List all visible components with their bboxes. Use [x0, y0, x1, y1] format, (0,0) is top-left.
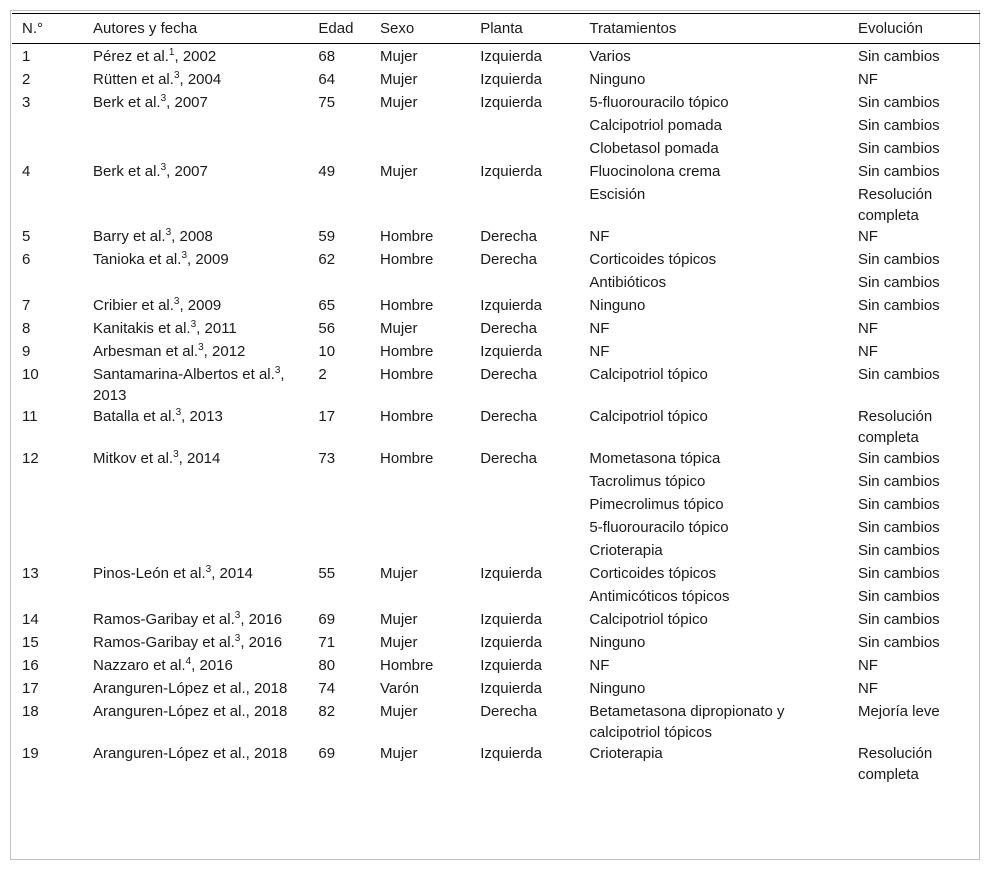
case-authors [83, 249, 308, 272]
reference-number: 3 [175, 407, 182, 418]
header-age: Edad [308, 14, 370, 44]
case-sex [370, 517, 470, 540]
case-authors [83, 341, 308, 364]
case-sex: Hombre [380, 366, 434, 383]
case-evolution: Resolución completa [857, 408, 933, 446]
header-number: N.° [12, 14, 83, 44]
case-age: 65 [318, 297, 336, 314]
case-foot: Izquierda [480, 565, 542, 582]
publication-year: , 2004 [179, 71, 222, 88]
case-foot [470, 138, 579, 161]
case-age [308, 540, 370, 563]
header-foot: Planta [470, 14, 579, 44]
table-row [12, 586, 980, 609]
publication-year: , 2007 [166, 94, 208, 111]
case-evolution: Sin cambios [857, 450, 940, 467]
reference-number: 3 [234, 633, 241, 644]
case-age: 17 [318, 408, 336, 425]
case-evolution: Sin cambios [857, 117, 940, 134]
case-number [12, 272, 83, 295]
case-authors [83, 517, 308, 540]
case-foot [470, 272, 579, 295]
reference-number: 3 [190, 319, 197, 330]
case-evolution: Sin cambios [857, 274, 940, 291]
case-authors [83, 161, 308, 184]
case-age: 55 [318, 565, 336, 582]
case-authors [83, 609, 308, 632]
table-row [12, 701, 980, 743]
table-row [12, 448, 980, 471]
publication-year: , 2013 [181, 408, 223, 425]
case-number: 17 [22, 680, 39, 697]
case-age [308, 517, 370, 540]
reference-number: 3 [205, 564, 212, 575]
table-row [12, 341, 980, 364]
case-number: 11 [22, 408, 38, 425]
reference-number: 3 [173, 449, 179, 460]
case-evolution: Mejoría leve [857, 703, 940, 720]
reference-number: 3 [160, 93, 167, 104]
case-treatment: Varios [589, 48, 631, 65]
table-row [12, 249, 980, 272]
case-sex: Mujer [380, 71, 418, 88]
case-number: 2 [22, 71, 31, 88]
table-row [12, 364, 980, 406]
case-evolution: Resolución completa [857, 186, 933, 224]
case-authors [83, 406, 308, 448]
case-authors [83, 563, 308, 586]
table-row [12, 318, 980, 341]
case-treatment: Ninguno [589, 297, 646, 314]
case-age: 80 [318, 657, 336, 674]
case-foot: Derecha [480, 366, 537, 383]
case-sex: Hombre [380, 251, 434, 268]
author-name: Berk et al. [93, 163, 161, 180]
case-age: 74 [318, 680, 336, 697]
table-row [12, 92, 980, 115]
case-evolution: Sin cambios [857, 496, 940, 513]
case-age [308, 494, 370, 517]
case-foot: Izquierda [480, 634, 542, 651]
case-number: 6 [22, 251, 31, 268]
case-number: 18 [22, 703, 39, 720]
author-name: Tanioka et al. [93, 251, 182, 268]
case-authors [83, 115, 308, 138]
author-name: Berk et al. [93, 94, 161, 111]
reference-number: 3 [173, 296, 180, 307]
case-evolution: Sin cambios [857, 588, 940, 605]
case-foot: Derecha [480, 703, 537, 720]
case-treatment: Crioterapia [589, 745, 663, 762]
case-treatment: Crioterapia [589, 542, 663, 559]
case-foot: Izquierda [480, 680, 542, 697]
reference-number: 1 [168, 47, 175, 58]
case-number: 1 [22, 48, 31, 65]
case-foot: Izquierda [480, 745, 542, 762]
publication-year: , 2016 [191, 657, 233, 674]
case-authors [83, 655, 308, 678]
case-sex: Hombre [380, 657, 434, 674]
case-foot: Izquierda [480, 163, 542, 180]
case-number: 10 [22, 366, 39, 383]
case-evolution: Sin cambios [857, 519, 940, 536]
case-authors [83, 184, 308, 226]
case-evolution: NF [857, 343, 878, 360]
case-sex: Mujer [380, 163, 418, 180]
table-row [12, 44, 980, 70]
case-treatment: Calcipotriol tópico [589, 366, 708, 383]
case-authors [83, 226, 308, 249]
case-treatment: Pimecrolimus tópico [589, 496, 724, 513]
table-row [12, 655, 980, 678]
case-sex [370, 540, 470, 563]
reference-number: 3 [181, 250, 187, 261]
case-foot: Izquierda [480, 71, 542, 88]
case-sex [370, 184, 470, 226]
case-table [12, 13, 980, 785]
table-row [12, 609, 980, 632]
author-name: Nazzaro et al. [93, 657, 186, 674]
case-sex: Hombre [380, 408, 434, 425]
reference-number: 3 [234, 610, 241, 621]
case-age: 62 [318, 251, 336, 268]
table-row [12, 272, 980, 295]
case-age [308, 471, 370, 494]
case-foot [470, 115, 579, 138]
case-authors [83, 586, 308, 609]
header-treatments: Tratamientos [579, 14, 848, 44]
case-age: 10 [318, 343, 336, 360]
case-number: 13 [22, 565, 39, 582]
case-foot: Derecha [480, 251, 537, 268]
case-sex: Varón [380, 680, 419, 697]
case-evolution: NF [857, 228, 878, 245]
case-authors [83, 678, 308, 701]
publication-year: , 2009 [187, 251, 229, 268]
case-treatment: Calcipotriol tópico [589, 611, 708, 628]
case-number [12, 138, 83, 161]
case-age: 68 [318, 48, 336, 65]
case-evolution: Sin cambios [857, 634, 940, 651]
table-row [12, 406, 980, 448]
case-authors [83, 471, 308, 494]
case-sex [370, 471, 470, 494]
case-authors [83, 92, 308, 115]
publication-year: , 2008 [171, 228, 213, 245]
publication-year: , 2011 [196, 320, 237, 337]
case-age [308, 138, 370, 161]
case-evolution: Sin cambios [857, 473, 940, 490]
case-authors [83, 138, 308, 161]
case-evolution: Sin cambios [857, 565, 940, 582]
case-authors [83, 701, 308, 743]
table-row [12, 295, 980, 318]
case-number [12, 471, 83, 494]
table-row [12, 632, 980, 655]
case-age: 71 [318, 634, 336, 651]
case-sex: Mujer [380, 611, 418, 628]
case-age: 49 [318, 163, 336, 180]
case-treatment: NF [589, 343, 610, 360]
case-treatment: 5-fluorouracilo tópico [589, 519, 729, 536]
case-treatment: Corticoides tópicos [589, 565, 717, 582]
table-body [12, 44, 980, 786]
case-sex: Mujer [380, 320, 418, 337]
case-treatment: Fluocinolona crema [589, 163, 721, 180]
case-evolution: Sin cambios [857, 611, 940, 628]
case-number [12, 494, 83, 517]
case-sex: Hombre [380, 228, 434, 245]
case-treatment: Calcipotriol pomada [589, 117, 722, 134]
case-evolution: Sin cambios [857, 94, 940, 111]
author-name: Pinos-León et al. [93, 565, 206, 582]
header-sex: Sexo [370, 14, 470, 44]
table-row [12, 115, 980, 138]
case-sex: Mujer [380, 745, 418, 762]
case-authors [83, 364, 308, 406]
reference-number: 3 [173, 70, 180, 81]
publication-year: , 2016 [240, 611, 283, 628]
case-sex [370, 586, 470, 609]
author-name: Rütten et al. [93, 71, 174, 88]
case-treatment: NF [589, 320, 610, 337]
case-number [12, 540, 83, 563]
case-authors [83, 494, 308, 517]
author-name: Aranguren-López et al., 2018 [93, 745, 288, 762]
reference-number: 3 [274, 365, 281, 376]
case-number: 4 [22, 163, 31, 180]
case-number: 7 [22, 297, 31, 314]
case-authors [83, 69, 308, 92]
case-foot [470, 517, 579, 540]
publication-year: , 2014 [178, 450, 221, 467]
reference-number: 3 [198, 342, 204, 353]
case-authors [83, 448, 308, 471]
table-row [12, 494, 980, 517]
case-foot: Derecha [480, 450, 537, 467]
case-foot [470, 586, 579, 609]
case-treatment: Tacrolimus tópico [589, 473, 706, 490]
case-number: 5 [22, 228, 31, 245]
case-age: 64 [318, 71, 336, 88]
publication-year: , 2007 [166, 163, 208, 180]
table-row [12, 678, 980, 701]
table-row [12, 161, 980, 184]
case-age: 2 [318, 366, 327, 383]
case-treatment: Ninguno [589, 634, 646, 651]
case-sex: Hombre [380, 343, 434, 360]
case-age: 69 [318, 611, 336, 628]
header-evolution: Evolución [848, 14, 980, 44]
case-sex [370, 115, 470, 138]
case-evolution: Sin cambios [857, 163, 940, 180]
case-authors [83, 743, 308, 785]
case-treatment: Mometasona tópica [589, 450, 721, 467]
case-number: 14 [22, 611, 39, 628]
table-row [12, 184, 980, 226]
case-age [308, 586, 370, 609]
case-age: 73 [318, 450, 336, 467]
case-foot [470, 184, 579, 226]
case-number: 15 [22, 634, 39, 651]
case-evolution: Sin cambios [857, 140, 940, 157]
case-number: 8 [22, 320, 31, 337]
publication-year: , 2016 [240, 634, 283, 651]
case-treatment: Antimicóticos tópicos [589, 588, 730, 605]
case-number: 3 [22, 94, 31, 111]
case-evolution: Sin cambios [857, 542, 940, 559]
case-number: 12 [22, 450, 39, 467]
table-row [12, 517, 980, 540]
publication-year: , 2002 [174, 48, 217, 65]
case-number [12, 517, 83, 540]
case-treatment: NF [589, 228, 610, 245]
case-foot: Izquierda [480, 94, 542, 111]
header-authors: Autores y fecha [83, 14, 308, 44]
case-sex [370, 272, 470, 295]
case-number [12, 184, 83, 226]
reference-number: 4 [185, 656, 192, 667]
publication-year: , 2012 [203, 343, 246, 360]
case-treatment: Antibióticos [589, 274, 667, 291]
case-treatment: NF [589, 657, 610, 674]
case-authors [83, 540, 308, 563]
case-authors [83, 44, 308, 70]
author-name: Arbesman et al. [93, 343, 199, 360]
case-sex: Mujer [380, 48, 418, 65]
case-foot [470, 494, 579, 517]
case-foot [470, 471, 579, 494]
case-evolution: NF [857, 657, 878, 674]
author-name: Batalla et al. [93, 408, 176, 425]
case-age [308, 272, 370, 295]
case-foot: Izquierda [480, 297, 542, 314]
reference-number: 3 [165, 227, 172, 238]
case-authors [83, 318, 308, 341]
case-foot: Izquierda [480, 343, 542, 360]
author-name: Cribier et al. [93, 297, 174, 314]
table-row [12, 743, 980, 785]
case-sex: Hombre [380, 450, 434, 467]
case-number: 16 [22, 657, 39, 674]
case-foot: Derecha [480, 320, 537, 337]
table-row [12, 69, 980, 92]
case-foot [470, 540, 579, 563]
case-number: 19 [22, 745, 39, 762]
case-evolution: NF [857, 71, 878, 88]
case-foot: Derecha [480, 408, 537, 425]
case-foot: Derecha [480, 228, 537, 245]
case-number [12, 586, 83, 609]
case-evolution: Sin cambios [857, 366, 940, 383]
case-number [12, 115, 83, 138]
publication-year: , 2009 [179, 297, 222, 314]
case-treatment: Escisión [589, 186, 646, 203]
case-evolution: NF [857, 320, 878, 337]
reference-number: 3 [160, 162, 167, 173]
case-age: 82 [318, 703, 336, 720]
case-evolution: NF [857, 680, 878, 697]
case-age: 59 [318, 228, 336, 245]
case-sex [370, 138, 470, 161]
case-treatment: 5-fluorouracilo tópico [589, 94, 729, 111]
case-authors [83, 295, 308, 318]
case-treatment: Ninguno [589, 680, 646, 697]
case-sex: Mujer [380, 703, 418, 720]
case-foot: Izquierda [480, 611, 542, 628]
author-name: Ramos-Garibay et al. [93, 611, 235, 628]
table-row [12, 226, 980, 249]
table-row [12, 540, 980, 563]
author-name: Aranguren-López et al., 2018 [93, 703, 288, 720]
case-age: 69 [318, 745, 336, 762]
case-sex: Hombre [380, 297, 434, 314]
case-sex [370, 494, 470, 517]
author-name: Santamarina-Albertos et al. [93, 366, 275, 383]
author-name: Barry et al. [93, 228, 166, 245]
publication-year: , 2014 [211, 565, 253, 582]
table-row [12, 563, 980, 586]
author-name: Aranguren-López et al., 2018 [93, 680, 288, 697]
case-authors [83, 272, 308, 295]
case-foot: Izquierda [480, 48, 542, 65]
case-evolution: Sin cambios [857, 251, 940, 268]
case-age [308, 115, 370, 138]
case-evolution: Resolución completa [857, 745, 933, 783]
header-row [12, 14, 980, 44]
author-name: Mitkov et al. [93, 450, 174, 467]
case-treatment: Calcipotriol tópico [589, 408, 708, 425]
case-evolution: Sin cambios [857, 48, 940, 65]
case-age [308, 184, 370, 226]
case-sex: Mujer [380, 565, 418, 582]
case-sex: Mujer [380, 634, 418, 651]
case-foot: Izquierda [480, 657, 542, 674]
case-treatment: Betametasona dipropionato y calcipotriol tópicos [589, 703, 785, 741]
case-evolution: Sin cambios [857, 297, 940, 314]
table-row [12, 471, 980, 494]
case-age: 75 [318, 94, 336, 111]
author-name: Ramos-Garibay et al. [93, 634, 235, 651]
case-age: 56 [318, 320, 336, 337]
case-treatment: Ninguno [589, 71, 646, 88]
author-name: Pérez et al. [93, 48, 169, 65]
table-row [12, 138, 980, 161]
case-treatment: Clobetasol pomada [589, 140, 719, 157]
author-name: Kanitakis et al. [93, 320, 191, 337]
case-authors [83, 632, 308, 655]
case-treatment: Corticoides tópicos [589, 251, 717, 268]
case-sex: Mujer [380, 94, 418, 111]
publication-year: , 2013 [93, 366, 285, 404]
case-number: 9 [22, 343, 31, 360]
